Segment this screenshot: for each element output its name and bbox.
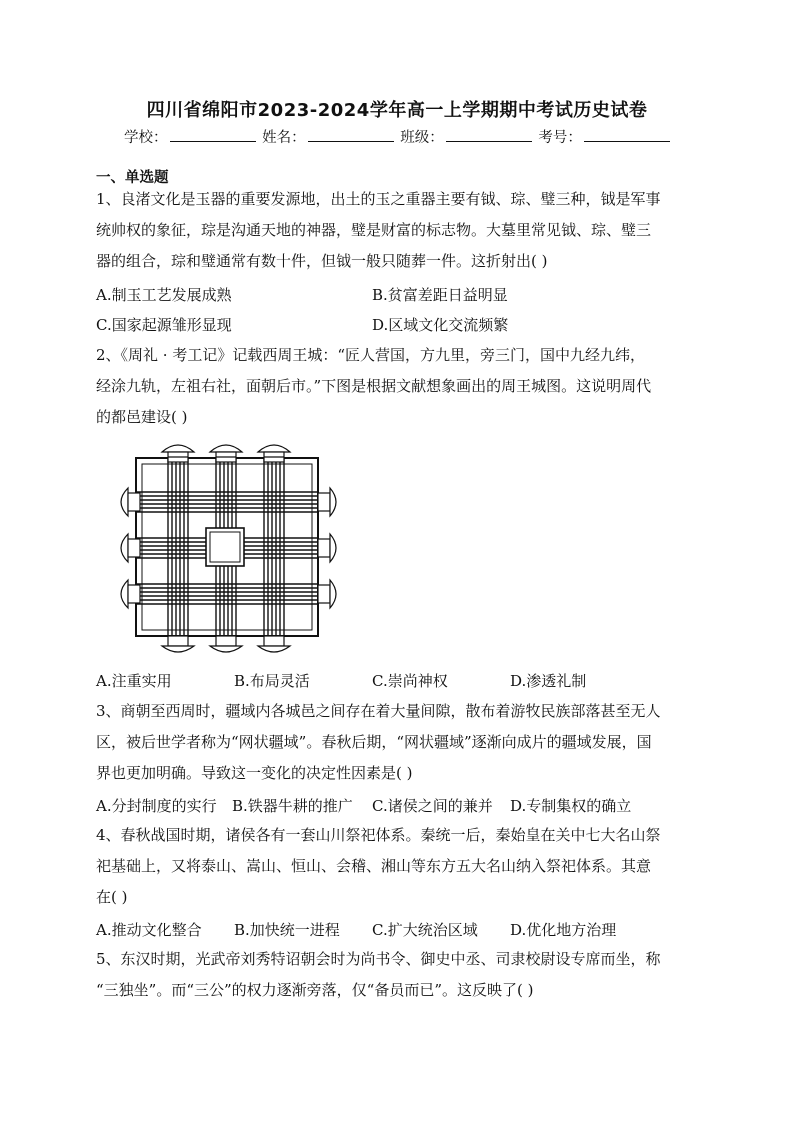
name-label: 姓名：: [262, 130, 306, 146]
question-5-line-1: 5、东汉时期，光武帝刘秀特诏朝会时为尚书令、御史中丞、司隶校尉设专席而坐，称: [96, 950, 661, 968]
question-1-options-row-1: [96, 284, 508, 305]
page-title: 四川省绵阳市2023-2024学年高一上学期期中考试历史试卷: [146, 100, 648, 121]
school-label: 学校：: [124, 130, 168, 146]
question-4-stem: [96, 820, 700, 913]
question-4-options: [96, 919, 616, 940]
question-2-line-1: 2、《周礼 · 考工记》记载西周王城：“匠人营国，方九里，旁三门，国中九经九纬，: [96, 346, 646, 364]
question-4-option-b: B.加快统一进程: [234, 921, 340, 939]
city-map-drawing: [112, 436, 338, 658]
question-1-line-2: 统帅权的象征，琮是沟通天地的神器，璧是财富的标志物。大墓里常见钺、琮、璧三: [96, 221, 652, 239]
question-2-option-a: A.注重实用: [96, 672, 172, 690]
class-label: 班级：: [400, 130, 444, 146]
question-3-stem: [96, 696, 700, 789]
question-3-line-1: 3、商朝至西周时，疆域内各城邑之间存在着大量间隙，散布着游牧民族部落甚至无人: [96, 702, 661, 720]
school-blank: [170, 129, 256, 142]
question-2-option-c: C.崇尚神权: [372, 672, 448, 690]
question-2-options: [96, 670, 586, 691]
question-4-line-1: 4、春秋战国时期，诸侯各有一套山川祭祀体系。秦统一后，秦始皇在关中七大名山祭: [96, 826, 661, 844]
number-label: 考号：: [538, 130, 582, 146]
number-blank: [584, 129, 670, 142]
question-2-line-3: 的都邑建设( ): [96, 408, 188, 426]
question-3-option-d: D.专制集权的确立: [510, 797, 632, 815]
question-3-option-a: A.分封制度的实行: [96, 797, 217, 815]
question-2-option-d: D.渗透礼制: [510, 672, 587, 690]
class-blank: [446, 129, 532, 142]
question-4-option-c: C.扩大统治区域: [372, 921, 478, 939]
question-1-option-a: A.制玉工艺发展成熟: [96, 286, 232, 304]
question-4-line-3: 在( ): [96, 888, 128, 906]
question-4-option-a: A.推动文化整合: [96, 921, 202, 939]
question-3-option-c: C.诸侯之间的兼并: [372, 797, 493, 815]
student-info-line: [124, 126, 672, 147]
question-4-option-d: D.优化地方治理: [510, 921, 617, 939]
question-1-options-row-2: [96, 314, 508, 335]
question-1-line-3: 器的组合，琮和璧通常有数十件，但钺一般只随葬一件。这折射出( ): [96, 252, 548, 270]
question-3-options: [96, 795, 631, 816]
question-2-option-b: B.布局灵活: [234, 672, 310, 690]
section-title: 一、单选题: [96, 170, 169, 186]
question-3-line-2: 区，被后世学者称为“网状疆域”。春秋后期，“网状疆域”逐渐向成片的疆域发展，国: [96, 733, 652, 751]
question-3-option-b: B.铁器牛耕的推广: [232, 797, 353, 815]
question-1-option-b: B.贫富差距日益明显: [372, 286, 508, 304]
question-2-line-2: 经涂九轨，左祖右社，面朝后市。”下图是根据文献想象画出的周王城图。这说明周代: [96, 377, 652, 395]
question-5-stem: [96, 944, 700, 1006]
question-4-line-2: 祀基础上，又将泰山、嵩山、恒山、会稽、湘山等东方五大名山纳入祭祀体系。其意: [96, 857, 652, 875]
zhou-royal-city-diagram: [112, 436, 338, 658]
question-5-line-2: “三独坐”。而“三公”的权力逐渐旁落，仅“备员而已”。这反映了( ): [96, 981, 534, 999]
question-1-option-d: D.区域文化交流频繁: [372, 316, 509, 334]
name-blank: [308, 129, 394, 142]
question-1-option-c: C.国家起源雏形显现: [96, 316, 232, 334]
question-1-stem: [96, 184, 700, 277]
question-2-stem: [96, 340, 700, 433]
question-1-line-1: 1、良渚文化是玉器的重要发源地，出土的玉之重器主要有钺、琮、璧三种，钺是军事: [96, 190, 661, 208]
question-3-line-3: 界也更加明确。导致这一变化的决定性因素是( ): [96, 764, 413, 782]
